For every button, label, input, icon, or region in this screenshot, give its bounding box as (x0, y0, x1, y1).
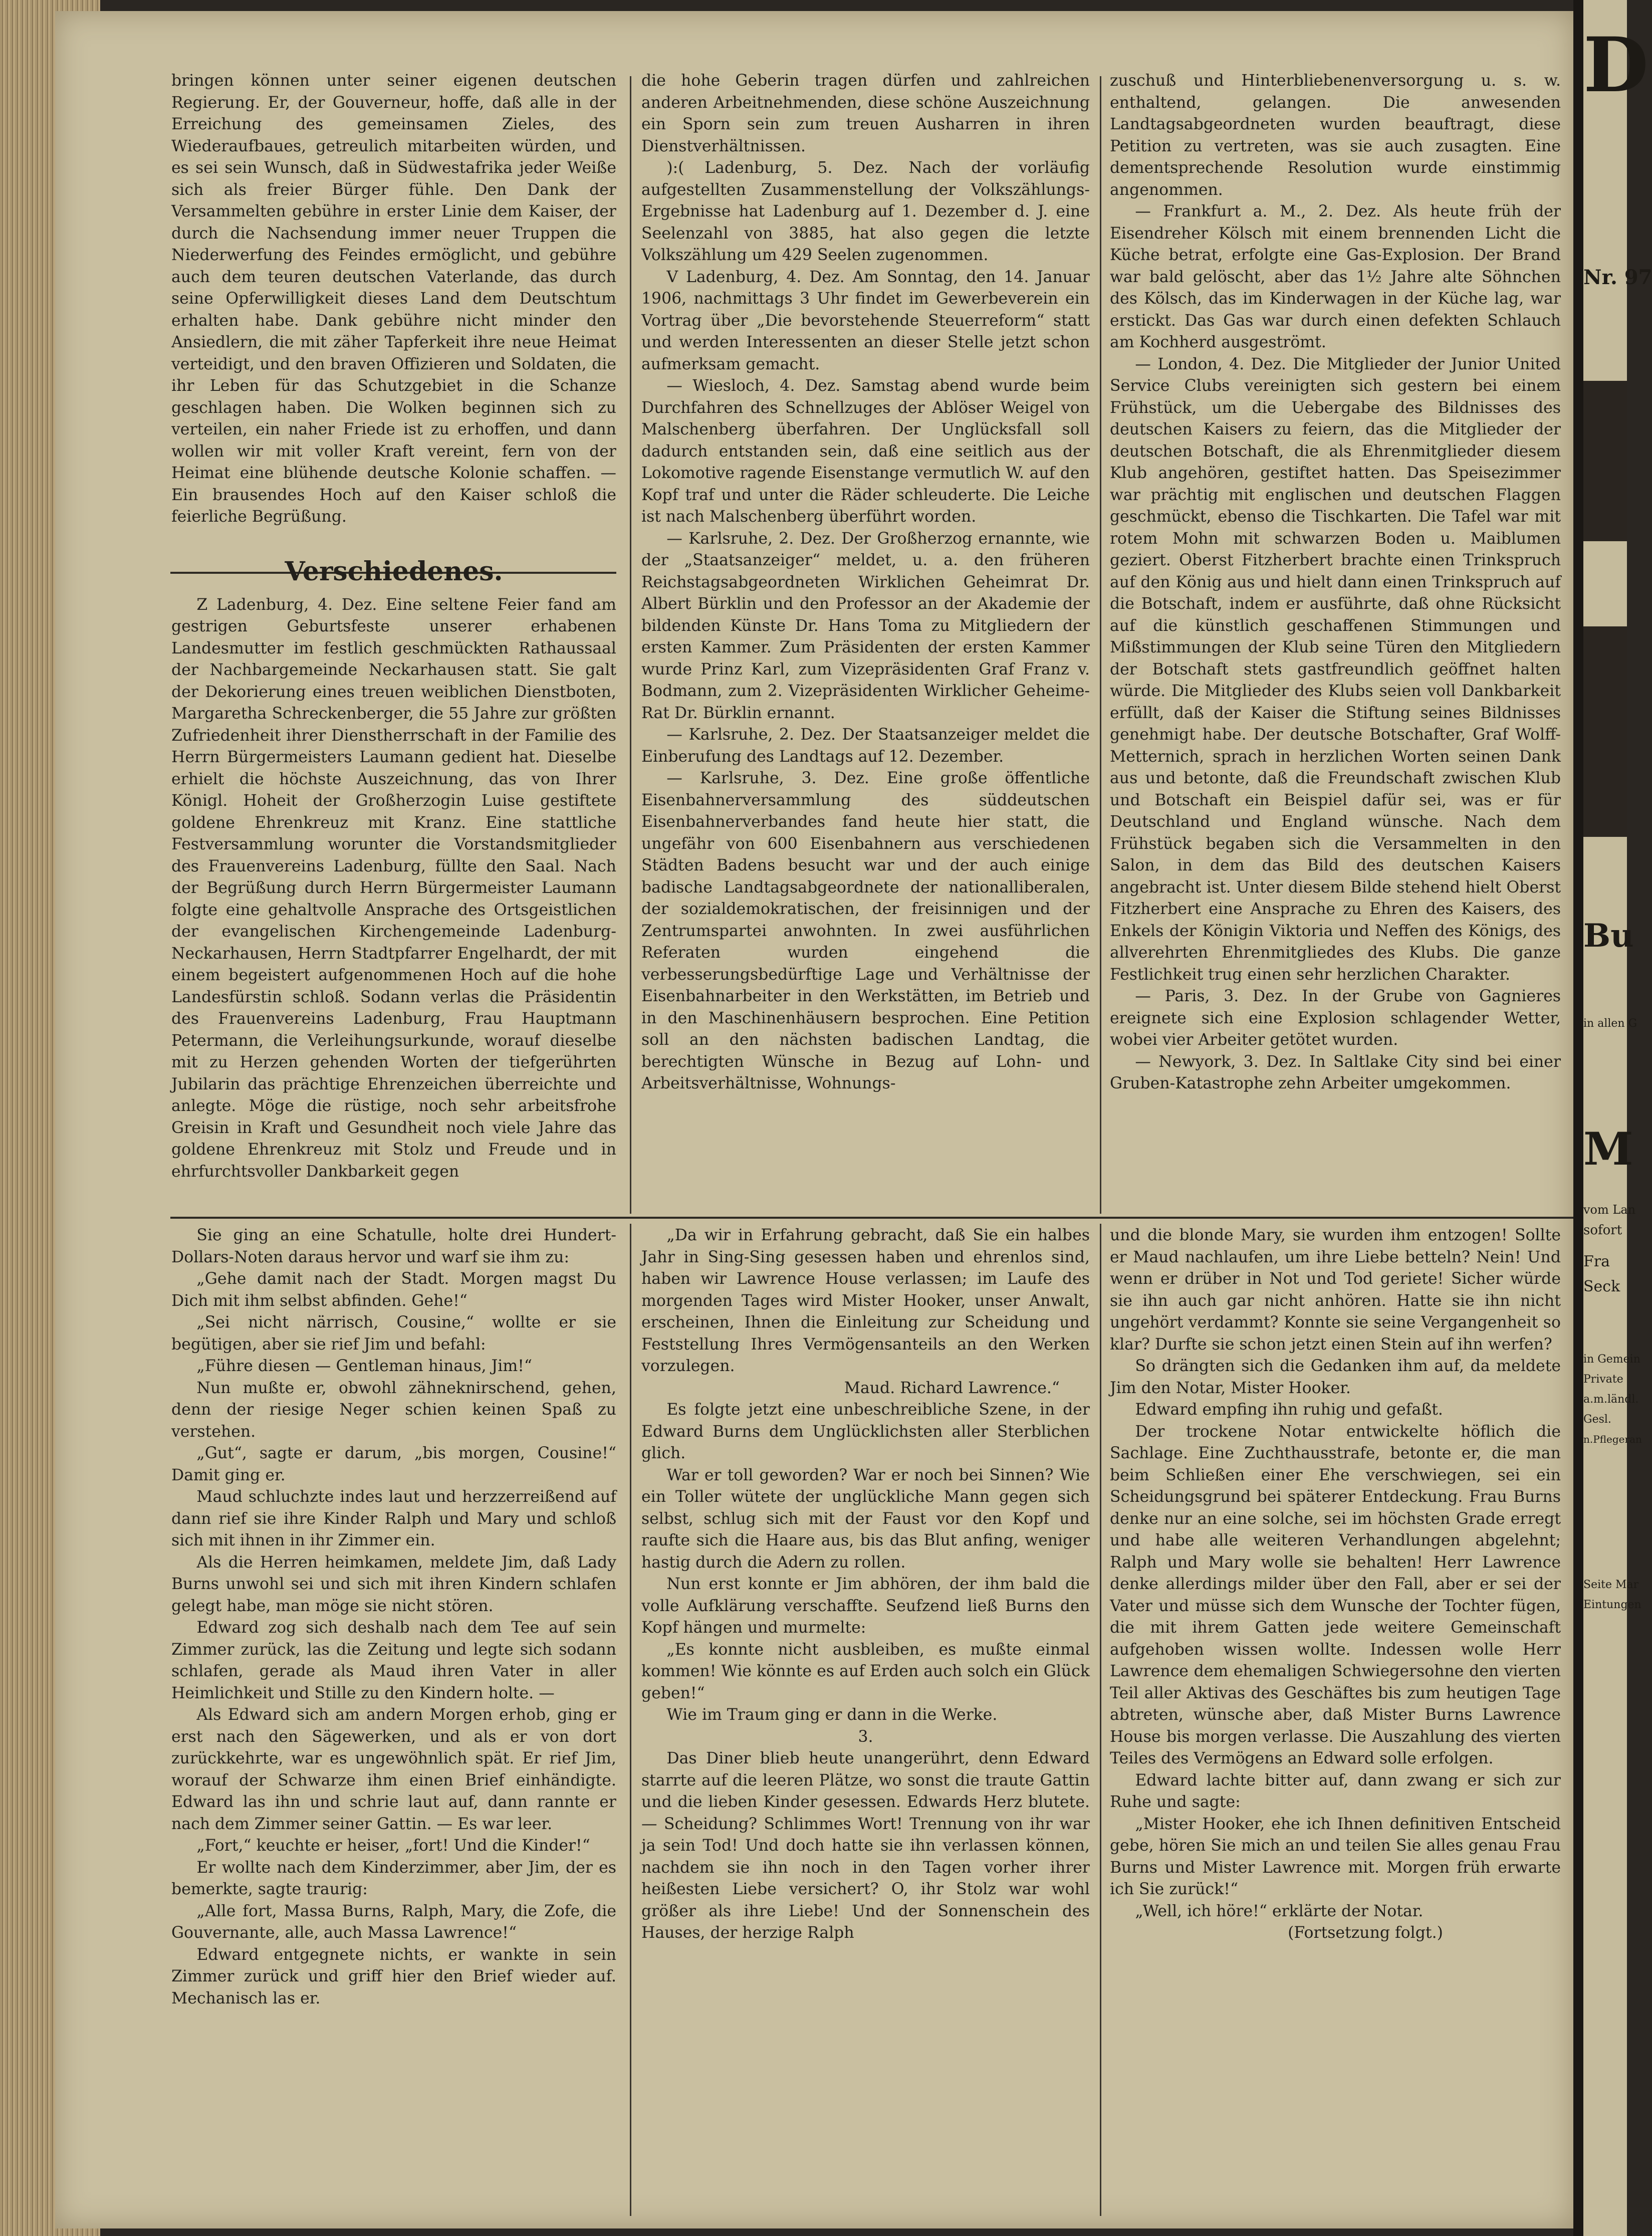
story-paragraph: Als Edward sich am andern Morgen erhob, ging er erst nach den Sägewerken, und als er von dort zurückkehrte, war es ungewöhnlich spät. Er rief Jim, worauf der Schwarze ihm einen Brief einhändigte. Edward las ihn und schrie laut auf, dann rannte er nach dem Zimmer seiner Gattin. — Es war leer. (171, 1706, 616, 1833)
next-page-masthead-glyph: D (1583, 21, 1649, 109)
story-paragraph: Er wollte nach dem Kinderzimmer, aber Jim, der es bemerkte, sagte traurig: (171, 1858, 616, 1898)
next-page-text: sofort (1583, 1223, 1622, 1238)
story-paragraph: „Es konnte nicht ausbleiben, es mußte einmal kommen! Wie könnte es auf Erden auch solch ein Glück geben!“ (641, 1640, 1090, 1702)
column-rule (630, 1224, 631, 2216)
next-page-text: a.m.ländl. (1583, 1393, 1639, 1406)
next-page-text: Bu (1583, 917, 1634, 955)
next-page-text: in allen G (1583, 1017, 1637, 1030)
story-paragraph: So drängten sich die Gedanken ihm auf, da meldete Jim den Notar, Mister Hooker. (1110, 1357, 1561, 1397)
next-page-text: Private (1583, 1373, 1623, 1386)
story-paragraph: „Führe diesen — Gentleman hinaus, Jim!“ (196, 1357, 533, 1375)
story-paragraph: „Da wir in Erfahrung gebracht, daß Sie ein halbes Jahr in Sing-Sing gesessen haben und ehrenlos sind, haben wir Lawrence House verlassen; im Laufe des morgenden Tages wird Mister Hooker, unser Anwalt, erscheinen, Ihnen die Einleitung zur Scheidung und Feststellung Ihres Vermögensanteils an den Werken vorzulegen. (641, 1226, 1090, 1375)
book-gutter (1573, 0, 1583, 2236)
adjacent-page-fragment (1583, 0, 1652, 2236)
article-paragraph: — Karlsruhe, 2. Dez. Der Großherzog ernannte, wie der „Staatsanzeiger“ meldet, u. a. den früheren Reichstagsabgeordneten Wirklichen Geheimrat Dr. Albert Bürklin und den Professor an der Akademie der bildenden Künste Dr. Hans Toma zu Mitgliedern der ersten Kammer. Zum Präsidenten der ersten Kammer wurde Prinz Karl, zum Vizepräsidenten Graf Franz v. Bodmann, zum 2. Vizepräsidenten Wirklicher Geheime-Rat Dr. Bürklin ernannt. (641, 529, 1090, 722)
story-paragraph: „Well, ich höre!“ erklärte der Notar. (1135, 1902, 1424, 1920)
feuilleton-column-3 (1110, 1225, 1561, 2214)
story-paragraph: Edward zog sich deshalb nach dem Tee auf sein Zimmer zurück, las die Zeitung und legte sich sodann schlafen, gerade als Maud ihren Vater in aller Heimlichkeit und Stille zu den Kindern holte. — (171, 1619, 616, 1702)
next-page-ad-block (1583, 381, 1627, 541)
letter-signature: Maud. Richard Lawrence.“ (844, 1379, 1060, 1397)
article-paragraph: — Wiesloch, 4. Dez. Samstag abend wurde beim Durchfahren des Schnellzuges der Ablöser Weigel von Malschenberg überfahren. Der Unglücksfall soll dadurch entstanden sein, daß eine seitlich aus der Lokomotive ragende Eisenstange vermutlich W. auf den Kopf traf und unter die Räder schleuderte. Die Leiche ist nach Malschenberg überführt worden. (641, 377, 1090, 526)
article-paragraph: die hohe Geberin tragen dürfen und zahlreichen anderen Arbeitnehmenden, diese schöne Auszeichnung ein Sporn sein zum treuen Ausharren in ihren Dienstverhältnissen. (641, 72, 1090, 155)
next-page-text: M (1583, 1123, 1633, 1176)
article-paragraph: — Paris, 3. Dez. In der Grube von Gagnieres ereignete sich eine Explosion schlagender Wetter, wobei vier Arbeiter getötet wurden. (1110, 987, 1561, 1049)
story-paragraph: „Gut“, sagte er darum, „bis morgen, Cousine!“ Damit ging er. (171, 1444, 616, 1484)
next-page-text: in Gemein (1583, 1353, 1640, 1366)
story-paragraph: Nun mußte er, obwohl zähneknirschend, gehen, denn der riesige Neger schien keinen Spaß zu verstehen. (171, 1379, 616, 1441)
next-page-text: Eintungen (1583, 1599, 1641, 1611)
story-paragraph: „Mister Hooker, ehe ich Ihnen definitiven Entscheid gebe, hören Sie mich an und teilen Sie alles genau Frau Burns und Mister Lawrence mit. Morgen früh erwarte ich Sie zurück!“ (1110, 1815, 1561, 1898)
article-paragraph: — Newyork, 3. Dez. In Saltlake City sind bei einer Gruben-Katastrophe zehn Arbeiter umgekommen. (1110, 1052, 1561, 1092)
story-paragraph: Als die Herren heimkamen, meldete Jim, daß Lady Burns unwohl sei und sich mit ihren Kindern schlafen gelegt habe, man möge sie nicht stören. (171, 1553, 616, 1615)
article-paragraph: — Karlsruhe, 2. Dez. Der Staatsanzeiger meldet die Einberufung des Landtags auf 12. Dezember. (641, 726, 1090, 766)
next-page-text: Gesl. (1583, 1413, 1611, 1426)
news-column-2 (641, 70, 1090, 1210)
story-paragraph: Maud schluchzte indes laut und herzzerreißend auf dann rief sie ihre Kinder Ralph und Mary und schloß sich mit ihnen in ihr Zimmer ein. (171, 1488, 616, 1549)
story-paragraph: Das Diner blieb heute unangerührt, denn Edward starrte auf die leeren Plätze, wo sonst die traute Gattin und die lieben Kinder gesessen. Edwards Herz blutete. — Scheidung? Schlimmes Wort! Trennung von ihr war ja sein Tod! Und doch hatte sie ihn verlassen können, nachdem sie ihn noch in den Tagen vorher ihrer heißesten Liebe versichert? O, ihr Stolz war wohl größer als ihre Liebe! Und der Sonnenschein des Hauses, der herzige Ralph (641, 1749, 1090, 1942)
news-column-3 (1110, 70, 1561, 1210)
story-paragraph: Sie ging an eine Schatulle, holte drei Hundert-Dollars-Noten daraus hervor und warf sie ihm zu: (171, 1226, 616, 1266)
column-rule (1100, 76, 1101, 1214)
story-paragraph: Edward empfing ihn ruhig und gefaßt. (1135, 1401, 1443, 1419)
story-paragraph: Edward lachte bitter auf, dann zwang er sich zur Ruhe und sagte: (1110, 1771, 1561, 1811)
feuilleton-column-1 (171, 1225, 616, 2214)
article-paragraph: bringen können unter seiner eigenen deutschen Regierung. Er, der Gouverneur, hoffe, daß alle in der Erreichung des gemeinsamen Zieles, des Wiederaufbaues, getreulich mitarbeiten würden, und es sei sein Wunsch, daß in Südwestafrika jeder Weiße sich als freier Bürger fühle. Den Dank der Versammelten gebühre in erster Linie dem Kaiser, der durch die Nachsendung immer neuer Truppen die Niederwerfung des Feindes ermöglicht, und gebühre auch dem teuren deutschen Vaterlande, das durch seine Opferwilligkeit dieses Land dem Deutschtum erhalten habe. Dank gebühre nicht minder den Ansiedlern, die mit zäher Tapferkeit ihre neue Heimat verteidigt, und den braven Offizieren und Soldaten, die ihr Leben für das Schutzgebiet in die Schanze geschlagen haben. Die Wolken beginnen sich zu verteilen, ein naher Friede ist zu erhoffen, und dann wollen wir mit voller Kraft vereint, fern von der Heimat eine blühende deutsche Kolonie schaffen. — Ein brausendes Hoch auf den Kaiser schloß die feierliche Begrüßung. (171, 72, 616, 526)
article-paragraph: — Frankfurt a. M., 2. Dez. Als heute früh der Eisendreher Kölsch mit einem brennenden Licht die Küche betrat, erfolgte eine Gas-Explosion. Der Brand war bald gelöscht, aber das 1½ Jahre alte Söhnchen des Kölsch, das im Kinderwagen in der Küche lag, war erstickt. Das Gas war durch einen defekten Schlauch am Kochherd ausgeströmt. (1110, 202, 1561, 351)
feuilleton-rule (170, 1217, 1608, 1219)
article-paragraph: V Ladenburg, 4. Dez. Am Sonntag, den 14. Januar 1906, nachmittags 3 Uhr findet im Gewerbeverein ein Vortrag über „Die bevorstehende Steuerreform“ statt und werden Interessenten an dieser Stelle jetzt schon aufmerksam gemacht. (641, 268, 1090, 373)
next-page-ad-block (1583, 626, 1627, 837)
next-page-text: Fra (1583, 1253, 1610, 1270)
article-paragraph: zuschuß und Hinterbliebenenversorgung u. s. w. enthaltend, gelangen. Die anwesenden Landtagsabgeordneten wurden beauftragt, diese Petition zu vertreten, was sie auch zusagten. Eine dementsprechende Resolution wurde einstimmig angenommen. (1110, 72, 1561, 199)
section-heading: Verschiedenes. (285, 556, 503, 587)
story-paragraph: War er toll geworden? War er noch bei Sinnen? Wie ein Toller wütete der unglückliche Mann gegen sich selbst, schlug sich mit der Faust vor den Kopf und raufte sich die Haare aus, bis das Blut anfing, weniger hastig durch die Adern zu rollen. (641, 1466, 1090, 1572)
story-paragraph: „Gehe damit nach der Stadt. Morgen magst Du Dich mit ihm selbst abfinden. Gehe!“ (171, 1270, 616, 1310)
news-column-1 (171, 70, 616, 1210)
next-page-text: Seck (1583, 1278, 1620, 1295)
story-paragraph: „Fort,“ keuchte er heiser, „fort! Und die Kinder!“ (196, 1837, 590, 1855)
column-rule (1100, 1224, 1101, 2216)
story-paragraph: Edward entgegnete nichts, er wankte in sein Zimmer zurück und griff hier den Brief wieder auf. Mechanisch las er. (171, 1945, 616, 2007)
next-page-text: vom Lan (1583, 1203, 1636, 1217)
story-paragraph: Nun erst konnte er Jim abhören, der ihm bald die volle Aufklärung verschaffte. Seufzend ließ Burns den Kopf hängen und murmelte: (641, 1575, 1090, 1637)
story-paragraph: Der trockene Notar entwickelte höflich die Sachlage. Eine Zuchthausstrafe, betonte er, die man beim Schließen einer Ehe verschwiegen, sei ein Scheidungsgrund bei späterer Entdeckung. Frau Burns denke nur an eine solche, sei im höchsten Grade erregt und habe alle weiteren Verhandlungen abgelehnt; Ralph und Mary wolle sie behalten! Herr Lawrence denke allerdings milder über den Fall, aber er sei der Vater und müsse sich dem Wunsche der Tochter fügen, die mit ihrem Gatten jede weitere Gemeinschaft aufgehoben wissen wollte. Indessen wolle Herr Lawrence dem ehemaligen Schwiegersohne den vierten Teil aller Aktivas des Geschäftes bis zum heutigen Tage abtreten, wünsche aber, daß Mister Burns Lawrence House bis morgen verlasse. Die Auszahlung des vierten Teiles des Vermögens an Edward solle erfolgen. (1110, 1422, 1561, 1767)
story-paragraph: „Alle fort, Massa Burns, Ralph, Mary, die Zofe, die Gouvernante, alle, auch Massa Lawrence!“ (171, 1902, 616, 1942)
newspaper-page (55, 11, 1573, 2228)
feuilleton-column-2 (641, 1225, 1090, 2214)
continuation-note: (Fortsetzung folgt.) (1288, 1924, 1443, 1942)
next-page-issue-number: Nr. 97 (1583, 266, 1652, 289)
story-paragraph: und die blonde Mary, sie wurden ihm entzogen! Sollte er Maud nachlaufen, um ihre Liebe betteln? Nein! Und wenn er drüber in Not und Tod geriete! Sicher würde sie ihn auch gar nicht anhören. Hatte sie ihn nicht ungehört verdammt? Konnte sie seine Vergangenheit so klar? Durfte sie schon jetzt einen Stein auf ihn werfen? (1110, 1226, 1561, 1354)
next-page-text: n.Pflegeran (1583, 1433, 1642, 1445)
story-paragraph: Es folgte jetzt eine unbeschreibliche Szene, in der Edward Burns dem Unglücklichsten aller Sterblichen glich. (641, 1401, 1090, 1462)
article-paragraph: Z Ladenburg, 4. Dez. Eine seltene Feier fand am gestrigen Geburtsfeste unserer erhabenen Landesmutter im festlich geschmückten Rathaussaal der Nachbargemeinde Neckarhausen statt. Sie galt der Dekorierung eines treuen weiblichen Dienstboten, Margaretha Schreckenberger, die 55 Jahre zur größten Zufriedenheit ihrer Dienstherrschaft in der Familie des Herrn Bürgermeisters Laumann gedient hat. Dieselbe erhielt die höchste Auszeichnung, das von Ihrer Königl. Hoheit der Großherzogin Luise gestiftete goldene Ehrenkreuz mit Kranz. Eine stattliche Festversammlung worunter die Vorstandsmitglieder des Frauenvereins Ladenburg, füllte den Saal. Nach der Begrüßung durch Herrn Bürgermeister Laumann folgte eine gehaltvolle Ansprache des Ortsgeistlichen der evangelischen Kirchengemeinde Ladenburg-Neckarhausen, Herrn Stadtpfarrer Engelhardt, der mit einem begeistert aufgenommenen Hoch auf die hohe Landesfürstin schloß. Sodann verlas die Präsidentin des Frauenvereins Ladenburg, Frau Hauptmann Petermann, die Verleihungsurkunde, worauf dieselbe mit zu Herzen gehenden Worten der tiefgerührten Jubilarin das prächtige Ehrenzeichen überreichte und anlegte. Möge die rüstige, noch sehr arbeitsfrohe Greisin in Kraft und Gesundheit noch viele Jahre das goldene Ehrenkreuz mit Stolz und Freude und in ehrfurchtsvoller Dankbarkeit gegen (171, 595, 616, 1181)
column-rule (630, 76, 631, 1214)
story-paragraph: Wie im Traum ging er dann in die Werke. (666, 1706, 998, 1724)
story-paragraph: „Sei nicht närrisch, Cousine,“ wollte er sie begütigen, aber sie rief Jim und befahl: (171, 1313, 616, 1354)
next-page-text: Seite Mar (1583, 1579, 1639, 1591)
article-paragraph: ):( Ladenburg, 5. Dez. Nach der vorläufig aufgestellten Zusammenstellung der Volkszählungs-Ergebnisse hat Ladenburg auf 1. Dezember d. J. eine Seelenzahl von 3885, hat also gegen die letzte Volkszählung um 429 Seelen zugenommen. (641, 159, 1090, 264)
article-paragraph: — Karlsruhe, 3. Dez. Eine große öffentliche Eisenbahnerversammlung des süddeutschen Eisenbahnerverbandes fand heute hier statt, die ungefähr von 600 Eisenbahnern aus verschiedenen Städten Badens besucht war und der auch einige badische Landtagsabgeordnete der nationalliberalen, der sozialdemokratischen, der freisinnigen und der Zentrumspartei anwohnten. In zwei ausführlichen Referaten wurden eingehend die verbesserungsbedürftige Lage und Verhältnisse der Eisenbahnarbeiter in den Werkstätten, im Betrieb und in den Maschinenhäusern besprochen. Eine Petition soll an den nächsten badischen Landtag, die berechtigten Wünsche in Bezug auf Lohn- und Arbeitsverhältnisse, Wohnungs- (641, 769, 1090, 1092)
chapter-number: 3. (858, 1727, 873, 1746)
article-paragraph: — London, 4. Dez. Die Mitglieder der Junior United Service Clubs vereinigten sich gestern bei einem Frühstück, um die Uebergabe des Bildnisses des deutschen Kaisers zu feiern, das die Mitglieder der deutschen Botschaft, die als Ehrenmitglieder diesem Klub angehören, gestiftet hatten. Das Speisezimmer war prächtig mit englischen und deutschen Flaggen geschmückt, ebenso die Tischkarten. Die Tafel war mit rotem Mohn mit schwarzen Boden u. Maiblumen geziert. Oberst Fitzherbert brachte einen Trinkspruch auf den König aus und hielt dann einen Trinkspruch auf die Botschaft, indem er ausführte, daß ohne Rücksicht auf die künstlich geschaffenen Stimmungen und Mißstimmungen der Klub seine Türen den Mitgliedern der Botschaft stets gastfreundlich geöffnet halten würde. Die Mitglieder des Klubs seien voll Dankbarkeit erfüllt, daß der Kaiser die Stiftung seines Bildnisses genehmigt habe. Der deutsche Botschafter, Graf Wolff-Metternich, sprach in herzlichen Worten seinen Dank aus und betonte, daß die Freundschaft zwischen Klub und Botschaft ein Beispiel dafür sei, was er für Deutschland und England wünsche. Nach dem Frühstück begaben sich die Versammelten in den Salon, in dem das Bild des deutschen Kaisers angebracht ist. Unter diesem Bilde stehend hielt Oberst Fitzherbert eine Ansprache zu Ehren des Kaisers, des Enkels der Königin Viktoria und Neffen des Königs, des allverehrten Ehrenmitgliedes des Klubs. Die ganze Festlichkeit trug einen sehr herzlichen Charakter. (1110, 355, 1561, 984)
